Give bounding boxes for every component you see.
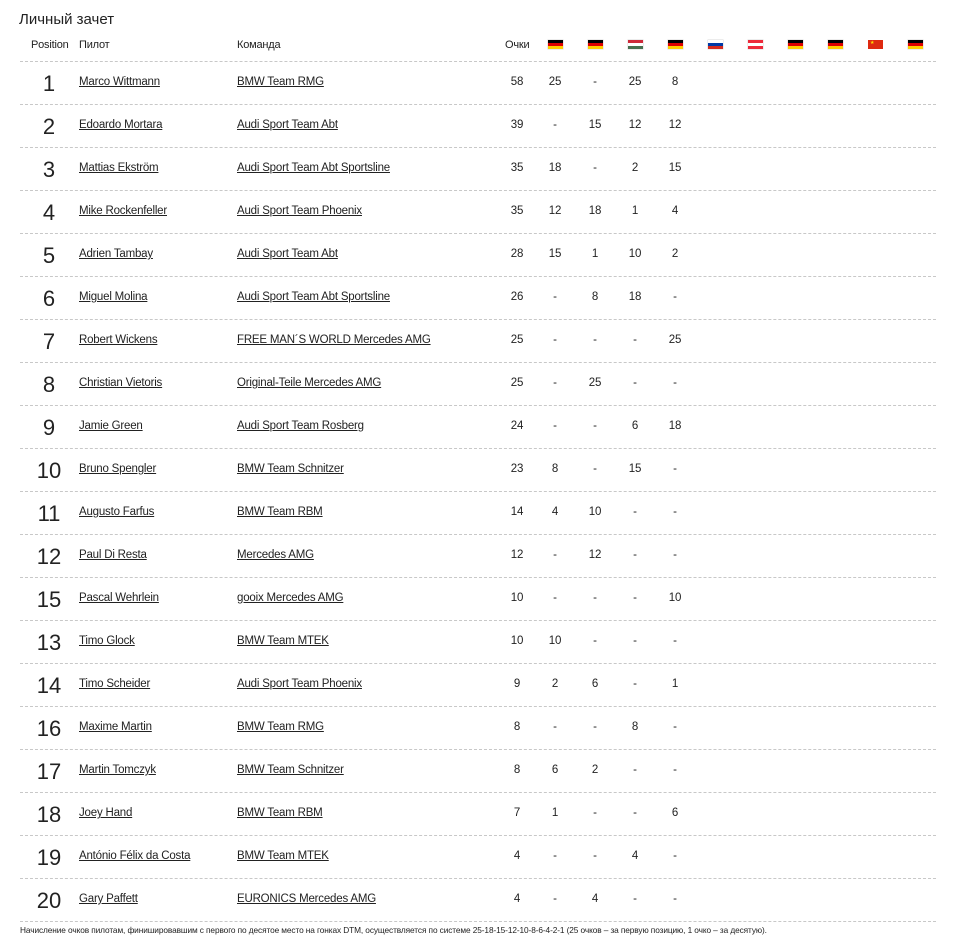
team-header: Команда — [237, 39, 281, 51]
driver-link[interactable]: Joey Hand — [79, 807, 133, 819]
points-value: 10 — [510, 592, 524, 604]
race-points-cell: 10 — [628, 248, 642, 260]
race-points-cell: 4 — [671, 205, 679, 217]
race-points-cell: - — [553, 420, 557, 432]
race-points-cell: - — [593, 162, 597, 174]
race-points-cell: - — [553, 592, 557, 604]
driver-link[interactable]: Paul Di Resta — [79, 549, 147, 561]
race-points-cell: 12 — [668, 119, 682, 131]
race-points-cell: 4 — [631, 850, 639, 862]
team-link[interactable]: BMW Team RMG — [237, 721, 324, 733]
race-points-cell: - — [673, 463, 677, 475]
race-points-cell: - — [593, 334, 597, 346]
points-value: 9 — [513, 678, 521, 690]
race-points-cell: - — [673, 850, 677, 862]
driver-link[interactable]: Bruno Spengler — [79, 463, 157, 475]
race-points-cell: 2 — [671, 248, 679, 260]
race-points-cell: 8 — [551, 463, 559, 475]
race-points-cell: 6 — [551, 764, 559, 776]
team-link[interactable]: BMW Team Schnitzer — [237, 764, 344, 776]
page-title: Личный зачет — [19, 11, 115, 28]
points-value: 23 — [510, 463, 524, 475]
race-points-cell: 18 — [628, 291, 642, 303]
race-points-cell: - — [553, 119, 557, 131]
race-points-cell: - — [633, 807, 637, 819]
points-value: 25 — [510, 377, 524, 389]
flag-china-icon: ★ — [868, 40, 883, 49]
table-row — [20, 664, 936, 707]
table-row — [20, 105, 936, 148]
race-points-cell: - — [593, 463, 597, 475]
race-points-cell: - — [553, 377, 557, 389]
race-points-cell: - — [633, 764, 637, 776]
position-number: 12 — [36, 544, 62, 569]
race-points-cell: 10 — [588, 506, 602, 518]
position-number: 17 — [36, 759, 62, 784]
driver-link[interactable]: Edoardo Mortara — [79, 119, 163, 131]
points-value: 26 — [510, 291, 524, 303]
position-number: 15 — [36, 587, 62, 612]
table-row — [20, 492, 936, 535]
race-points-cell: 25 — [548, 76, 562, 88]
race-points-cell: - — [633, 377, 637, 389]
race-points-cell: 6 — [591, 678, 599, 690]
race-points-cell: 6 — [631, 420, 639, 432]
position-number: 4 — [42, 200, 56, 225]
race-points-cell: 1 — [551, 807, 559, 819]
table-row — [20, 621, 936, 664]
race-points-cell: 10 — [548, 635, 562, 647]
points-value: 8 — [513, 764, 521, 776]
race-points-cell: - — [553, 721, 557, 733]
table-row — [20, 578, 936, 621]
team-link[interactable]: BMW Team MTEK — [237, 850, 329, 862]
points-value: 7 — [513, 807, 521, 819]
race-points-cell: 18 — [548, 162, 562, 174]
team-link[interactable]: Audi Sport Team Abt — [237, 248, 338, 260]
driver-link[interactable]: Mike Rockenfeller — [79, 205, 167, 217]
driver-link[interactable]: Marco Wittmann — [79, 76, 160, 88]
race-points-cell: - — [633, 635, 637, 647]
race-points-cell: - — [593, 721, 597, 733]
team-link[interactable]: EURONICS Mercedes AMG — [237, 893, 376, 905]
position-number: 7 — [42, 329, 56, 354]
position-number: 10 — [36, 458, 62, 483]
position-number: 13 — [36, 630, 62, 655]
race-points-cell: 15 — [548, 248, 562, 260]
race-points-cell: - — [553, 334, 557, 346]
race-points-cell: - — [673, 635, 677, 647]
flag-germany-icon — [588, 40, 603, 49]
team-link[interactable]: Audi Sport Team Phoenix — [237, 678, 362, 690]
flag-germany-icon — [908, 40, 923, 49]
table-row — [20, 793, 936, 836]
driver-link[interactable]: Miguel Molina — [79, 291, 148, 303]
team-link[interactable]: BMW Team RBM — [237, 807, 323, 819]
table-row — [20, 62, 936, 105]
table-row — [20, 363, 936, 406]
scoring-footnote: Начисление очков пилотам, финишировавшим с первого по десятое место на гонках DTM, осуществляется по системе 25-18-15-12-10-8-6-4-2-1 (25 очков – за первую позицию, 1 очко – за десятую). — [20, 925, 767, 935]
points-value: 25 — [510, 334, 524, 346]
race-points-cell: 1 — [591, 248, 599, 260]
race-points-cell: - — [593, 420, 597, 432]
team-link[interactable]: Original-Teile Mercedes AMG — [237, 377, 382, 389]
position-number: 18 — [36, 802, 62, 827]
race-points-cell: 2 — [591, 764, 599, 776]
race-points-cell: - — [633, 678, 637, 690]
points-value: 24 — [510, 420, 524, 432]
points-value: 35 — [510, 205, 524, 217]
race-points-cell: - — [593, 850, 597, 862]
points-value: 12 — [510, 549, 524, 561]
position-header: Position — [31, 39, 69, 51]
team-link[interactable]: BMW Team RBM — [237, 506, 323, 518]
race-points-cell: 8 — [671, 76, 679, 88]
team-link[interactable]: Audi Sport Team Rosberg — [237, 420, 364, 432]
race-points-cell: 25 — [588, 377, 602, 389]
flag-germany-icon — [788, 40, 803, 49]
race-points-cell: 12 — [548, 205, 562, 217]
position-number: 9 — [42, 415, 56, 440]
driver-link[interactable]: António Félix da Costa — [79, 850, 191, 862]
race-points-cell: - — [633, 549, 637, 561]
points-value: 28 — [510, 248, 524, 260]
flag-germany-icon — [828, 40, 843, 49]
table-row — [20, 707, 936, 750]
position-number: 6 — [42, 286, 56, 311]
race-points-cell: 25 — [628, 76, 642, 88]
standings-table — [20, 35, 936, 922]
race-points-cell: - — [553, 549, 557, 561]
race-points-cell: - — [633, 506, 637, 518]
race-points-cell: 25 — [668, 334, 682, 346]
position-number: 1 — [42, 71, 56, 96]
table-row — [20, 750, 936, 793]
driver-link[interactable]: Pascal Wehrlein — [79, 592, 159, 604]
driver-link[interactable]: Robert Wickens — [79, 334, 158, 346]
race-points-cell: - — [673, 377, 677, 389]
race-points-cell: 6 — [671, 807, 679, 819]
driver-link[interactable]: Mattias Ekström — [79, 162, 159, 174]
table-row — [20, 449, 936, 492]
driver-link[interactable]: Christian Vietoris — [79, 377, 163, 389]
race-points-cell: 18 — [668, 420, 682, 432]
team-link[interactable]: gooix Mercedes AMG — [237, 592, 344, 604]
team-link[interactable]: Audi Sport Team Abt Sportsline — [237, 291, 390, 303]
position-number: 14 — [36, 673, 62, 698]
race-points-cell: 12 — [628, 119, 642, 131]
race-points-cell: - — [593, 635, 597, 647]
race-points-cell: - — [673, 721, 677, 733]
table-row — [20, 148, 936, 191]
points-value: 14 — [510, 506, 524, 518]
points-value: 8 — [513, 721, 521, 733]
team-link[interactable]: Audi Sport Team Phoenix — [237, 205, 362, 217]
race-points-cell: - — [593, 592, 597, 604]
flag-germany-icon — [548, 40, 563, 49]
table-row — [20, 320, 936, 363]
team-link[interactable]: BMW Team RMG — [237, 76, 324, 88]
position-number: 3 — [42, 157, 56, 182]
points-value: 4 — [513, 893, 521, 905]
race-points-cell: - — [673, 764, 677, 776]
driver-link[interactable]: Gary Paffett — [79, 893, 138, 905]
race-points-cell: - — [673, 549, 677, 561]
race-points-cell: 12 — [588, 549, 602, 561]
position-number: 20 — [36, 888, 62, 913]
driver-link[interactable]: Martin Tomczyk — [79, 764, 156, 776]
race-points-cell: 4 — [551, 506, 559, 518]
table-row — [20, 191, 936, 234]
race-points-cell: - — [633, 893, 637, 905]
race-points-cell: 4 — [591, 893, 599, 905]
table-row — [20, 277, 936, 320]
driver-link[interactable]: Timo Glock — [79, 635, 135, 647]
flag-hungary-icon — [628, 40, 643, 49]
points-value: 4 — [513, 850, 521, 862]
race-points-cell: 10 — [668, 592, 682, 604]
points-value: 10 — [510, 635, 524, 647]
position-number: 2 — [42, 114, 56, 139]
team-link[interactable]: BMW Team Schnitzer — [237, 463, 344, 475]
position-number: 16 — [36, 716, 62, 741]
position-number: 11 — [37, 501, 61, 526]
race-points-cell: 2 — [631, 162, 639, 174]
team-link[interactable]: Mercedes AMG — [237, 549, 314, 561]
race-points-cell: - — [553, 893, 557, 905]
team-link[interactable]: Audi Sport Team Abt Sportsline — [237, 162, 390, 174]
race-points-cell: 15 — [628, 463, 642, 475]
race-points-cell: - — [553, 291, 557, 303]
race-points-cell: 2 — [551, 678, 559, 690]
race-points-cell: - — [633, 592, 637, 604]
position-number: 8 — [42, 372, 56, 397]
race-points-cell: 8 — [591, 291, 599, 303]
flag-austria-icon — [748, 40, 763, 49]
race-points-cell: 15 — [588, 119, 602, 131]
race-points-cell: - — [633, 334, 637, 346]
table-row — [20, 406, 936, 449]
points-value: 58 — [510, 76, 524, 88]
race-points-cell: - — [673, 291, 677, 303]
table-row — [20, 234, 936, 277]
flag-germany-icon — [668, 40, 683, 49]
race-points-cell: - — [673, 893, 677, 905]
points-header: Очки — [505, 39, 530, 51]
race-points-cell: 18 — [588, 205, 602, 217]
team-link[interactable]: Audi Sport Team Abt — [237, 119, 338, 131]
driver-link[interactable]: Maxime Martin — [79, 721, 152, 733]
points-value: 39 — [510, 119, 524, 131]
team-link[interactable]: BMW Team MTEK — [237, 635, 329, 647]
race-points-cell: - — [593, 807, 597, 819]
race-points-cell: 15 — [668, 162, 682, 174]
position-number: 19 — [36, 845, 62, 870]
race-points-cell: 8 — [631, 721, 639, 733]
race-points-cell: - — [553, 850, 557, 862]
race-points-cell: 1 — [671, 678, 679, 690]
driver-link[interactable]: Augusto Farfus — [79, 506, 155, 518]
driver-link[interactable]: Adrien Tambay — [79, 248, 153, 260]
table-row — [20, 879, 936, 922]
table-row — [20, 836, 936, 879]
team-link[interactable]: FREE MAN´S WORLD Mercedes AMG — [237, 334, 431, 346]
standings-rows — [20, 62, 936, 922]
points-value: 35 — [510, 162, 524, 174]
table-header — [20, 35, 936, 62]
flag-russia-icon — [708, 40, 723, 49]
driver-link[interactable]: Jamie Green — [79, 420, 143, 432]
race-points-cell: - — [593, 76, 597, 88]
race-points-cell: - — [673, 506, 677, 518]
driver-link[interactable]: Timo Scheider — [79, 678, 151, 690]
table-row — [20, 535, 936, 578]
race-points-cell: 1 — [631, 205, 639, 217]
driver-header: Пилот — [79, 39, 110, 51]
position-number: 5 — [42, 243, 56, 268]
